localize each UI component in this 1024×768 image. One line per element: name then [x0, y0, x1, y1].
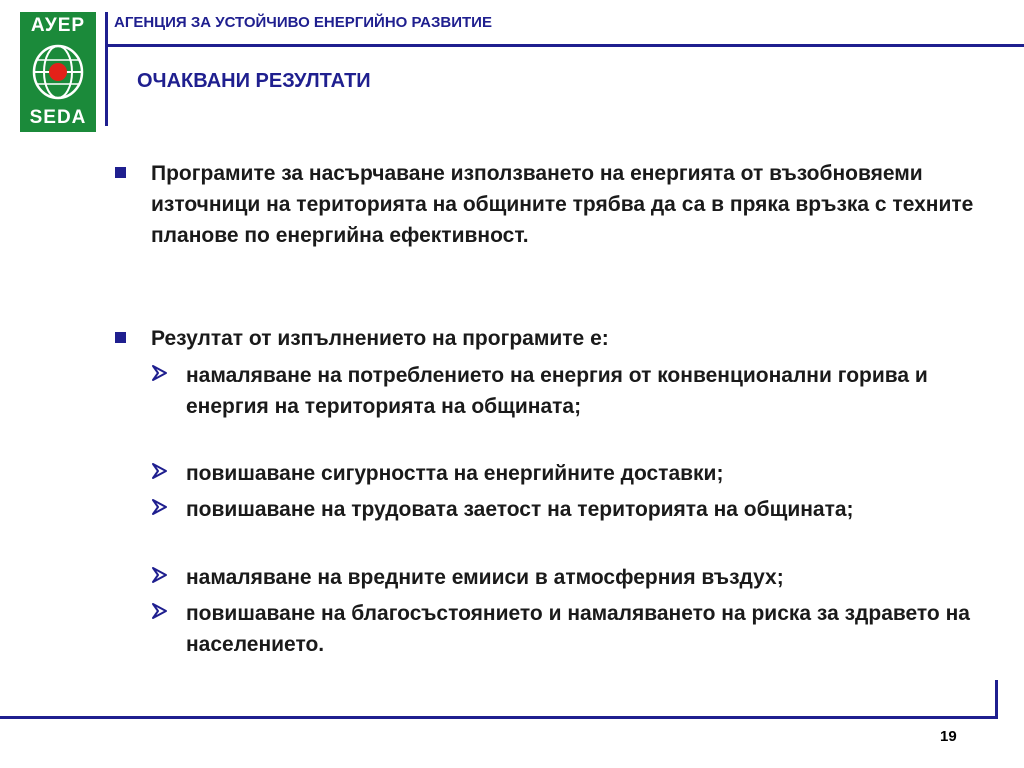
page-number: 19 [940, 728, 957, 745]
sub-item-text: намаляване на потреблението на енергия от конвенционални горива и енергия на територията на общината; [186, 364, 928, 418]
arrow-bullet-icon [150, 461, 170, 481]
bullet-item [115, 158, 975, 282]
sub-item-text: повишаване сигурността на енергийните доставки; [186, 462, 724, 485]
header-vertical-rule [105, 12, 108, 126]
arrow-bullet-icon [150, 565, 170, 585]
bullet-text: Програмите за насърчаване използването на енергията от възобновяеми източници на територията на общините трябва да са в пряка връзка с техните планове по енергийна ефективност. [151, 162, 974, 247]
bullet-item [115, 323, 975, 354]
square-bullet-icon [115, 167, 126, 178]
footer-vertical-rule [995, 680, 998, 719]
seda-logo [20, 12, 96, 132]
globe-emblem-icon [30, 42, 86, 102]
arrow-bullet-icon [150, 601, 170, 621]
square-bullet-icon [115, 332, 126, 343]
sub-item-text: намаляване на вредните емииси в атмосферния въздух; [186, 566, 784, 589]
arrow-bullet-icon [150, 497, 170, 517]
logo-bottom-text: SEDA [29, 107, 87, 128]
bullet-text: Резултат от изпълнението на програмите е: [151, 327, 609, 350]
logo-top-text: АУЕР [30, 15, 86, 36]
sub-item-text: повишаване на благосъстоянието и намаляването на риска за здравето на населението. [186, 602, 970, 656]
agency-name: АГЕНЦИЯ ЗА УСТОЙЧИВО ЕНЕРГИЙНО РАЗВИТИЕ [114, 14, 492, 31]
arrow-bullet-icon [150, 363, 170, 383]
header-horizontal-rule [105, 44, 1024, 47]
footer-horizontal-rule [0, 716, 998, 719]
slide-title: ОЧАКВАНИ РЕЗУЛТАТИ [137, 70, 371, 92]
sub-item-text: повишаване на трудовата заетост на територията на общината; [186, 498, 854, 521]
